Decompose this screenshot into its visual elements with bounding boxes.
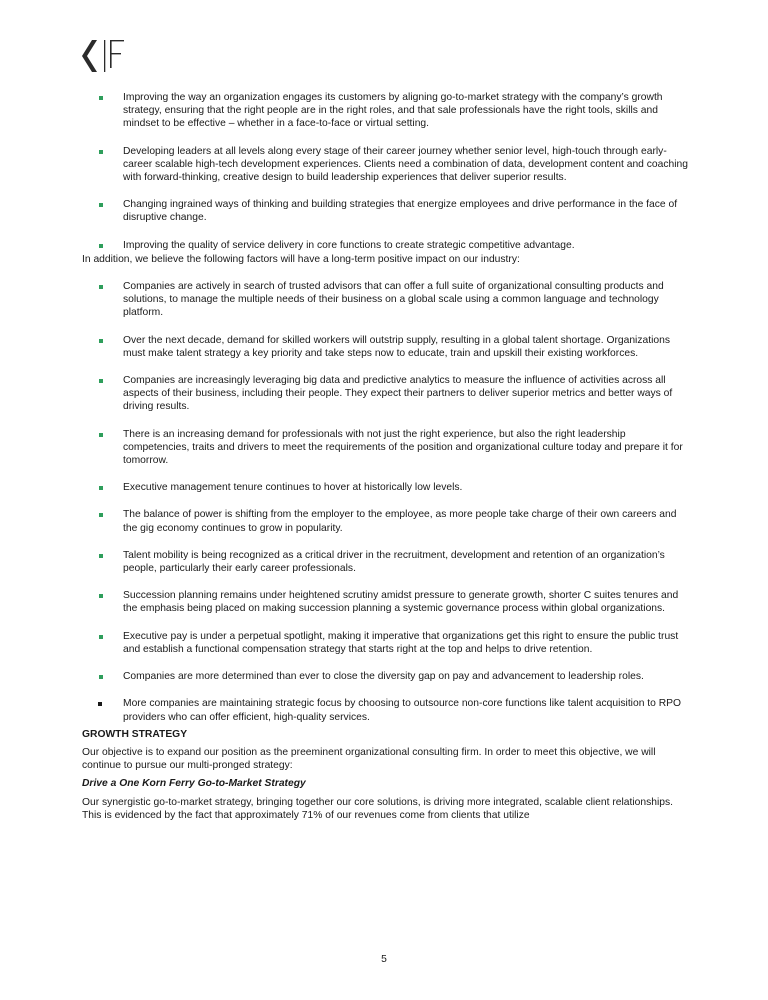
subsection-heading: Drive a One Korn Ferry Go-to-Market Strategy	[82, 778, 306, 790]
list-item: The balance of power is shifting from the employer to the employee, as more people take charge of their own careers and the gig economy continues to grow in popularity.	[82, 508, 690, 534]
intro-paragraph: In addition, we believe the following factors will have a long-term positive impact on our industry:	[82, 253, 520, 265]
list-item: Companies are more determined than ever to close the diversity gap on pay and advancement to leadership roles.	[82, 670, 690, 683]
list-item: Companies are actively in search of trusted advisors that can offer a full suite of organizational consulting products and solutions, to manage the multiple needs of their business on a global scale using a common language and technology platform.	[82, 280, 690, 320]
list-item: Executive management tenure continues to hover at historically low levels.	[82, 481, 690, 494]
list-item: Improving the way an organization engages its customers by aligning go-to-market strategy with the company’s growth strategy, ensuring that the right people are in the right roles, and that sale professionals have the right tools, skills and mindset to be effective – whether in a face-to-face or virtual setting.	[82, 91, 690, 131]
kf-logo	[80, 38, 126, 74]
subsection-paragraph: Our synergistic go-to-market strategy, bringing together our core solutions, is driving more integrated, scalable client relationships. This is evidenced by the fact that approximately 71% of our revenues come from clients that utilize	[82, 796, 674, 821]
bullet-list-services	[82, 91, 690, 252]
list-item: Talent mobility is being recognized as a critical driver in the recruitment, development and retention of an organization’s people, particularly their early career professionals.	[82, 549, 690, 575]
document-body	[82, 91, 690, 822]
section-heading: GROWTH STRATEGY	[82, 728, 188, 740]
list-item: Succession planning remains under heightened scrutiny amidst pressure to generate growth, shorter C suites tenures and the emphasis being placed on making succession planning a systemic governance process within global organizations.	[82, 589, 690, 615]
list-item: Companies are increasingly leveraging big data and predictive analytics to measure the influence of activities across all aspects of their business, including their people. They expect their partners to deliver superior metrics and better ways of driving results.	[82, 374, 690, 414]
list-item: Improving the quality of service delivery in core functions to create strategic competitive advantage.	[82, 239, 690, 252]
list-item: More companies are maintaining strategic focus by choosing to outsource non-core functions like talent acquisition to RPO providers who can offer efficient, high-quality services.	[82, 697, 690, 723]
list-item: Executive pay is under a perpetual spotlight, making it imperative that organizations get this right to ensure the public trust and establish a functional compensation strategy that starts right at the top and helps to drive retention.	[82, 630, 690, 656]
objective-paragraph: Our objective is to expand our position as the preeminent organizational consulting firm. In order to meet this objective, we will continue to pursue our multi-pronged strategy:	[82, 746, 656, 772]
list-item: There is an increasing demand for professionals with not just the right experience, but also the right leadership competencies, traits and drivers to meet the requirements of the position and organizational culture today and prepare it for tomorrow.	[82, 428, 690, 468]
list-item: Changing ingrained ways of thinking and building strategies that energize employees and drive performance in the face of disruptive change.	[82, 198, 690, 224]
bullet-list-factors	[82, 280, 690, 724]
list-item: Over the next decade, demand for skilled workers will outstrip supply, resulting in a global talent shortage. Organizations must make talent strategy a key priority and take steps now to educate, train and upskill their existing workforces.	[82, 334, 690, 360]
kf-logo-mark	[80, 38, 126, 74]
list-item: Developing leaders at all levels along every stage of their career journey whether senior level, high-touch through early-career scalable high-tech development experiences. Clients need a combination of data, development content and coaching with forward-thinking, creative design to build leadership experiences that deliver superior results.	[82, 145, 690, 185]
page-number: 5	[381, 954, 387, 965]
